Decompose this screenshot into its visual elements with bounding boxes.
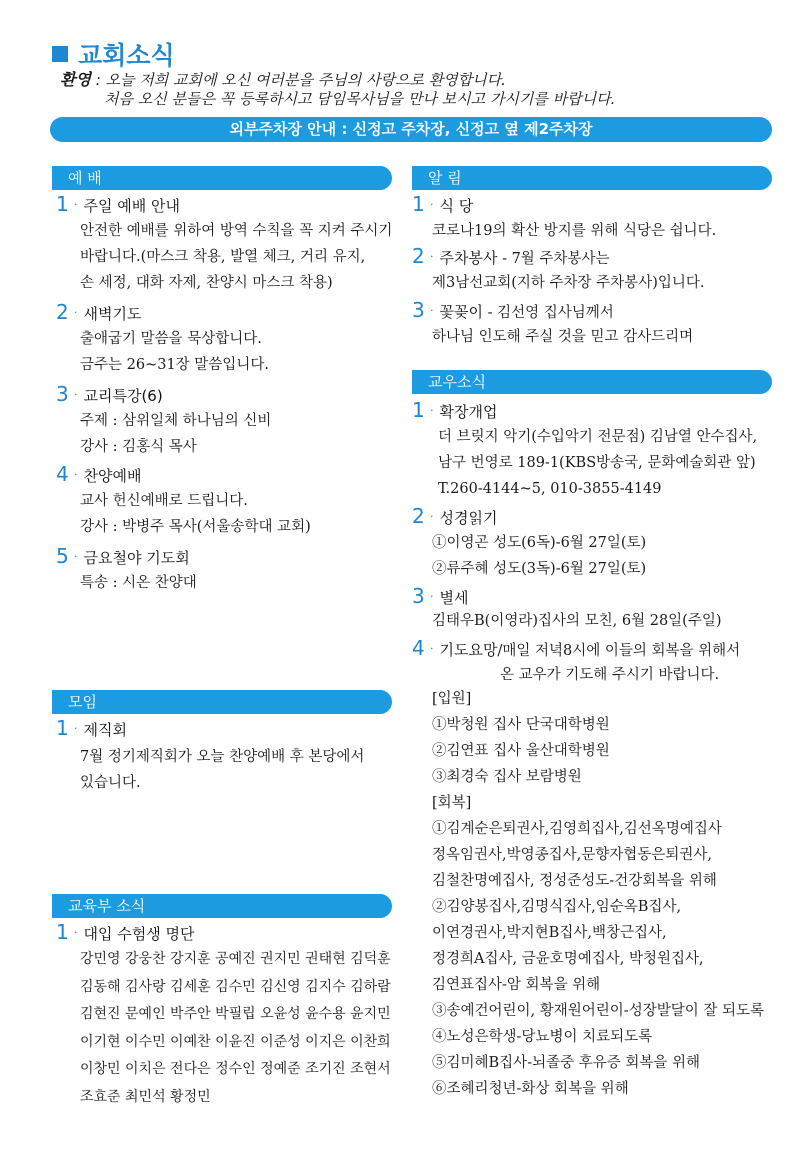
worship-item-2-body: 출애굽기 말씀을 묵상합니다. 금주는 26~31장 말씀입니다. — [80, 331, 269, 373]
admitted-label: [입원] — [432, 691, 472, 707]
welcome-message: 환영 : 오늘 저희 교회에 오신 여러분을 주님의 사랑으로 환영합니다. 처음 오신 분들은 꼭 등록하시고 담임목사님을 만나 보시고 가시기를 바랍니다. — [60, 70, 616, 108]
worship-item-1: 1 · 주일 예배 안내 — [56, 192, 180, 216]
members-item-3-body: 김태우B(이영라)집사의 모친, 6월 28일(주일) — [432, 613, 722, 629]
meeting-item-1-body: 7월 정기제직회가 오늘 찬양예배 후 본당에서 있습니다. — [80, 749, 365, 791]
notice-item-2-body: 제3남선교회(지하 주차장 주차봉사)입니다. — [432, 275, 705, 291]
worship-item-5-body: 특송 : 시온 찬양대 — [80, 575, 197, 591]
worship-item-4: 4 · 찬양예배 — [56, 462, 142, 486]
parking-banner: 외부주차장 안내 : 신정고 주차장, 신정고 옆 제2주차장 — [50, 117, 772, 142]
members-item-4-body: 온 교우가 기도해 주시기 바랍니다. — [500, 667, 720, 683]
worship-item-4-body: 교사 헌신예배로 드립니다. 강사 : 박병주 목사(서울송학대 교회) — [80, 493, 311, 535]
admitted-list: [입원] ①박청원 집사 단국대학병원 ②김연표 집사 울산대학병원 ③최경숙 집사 보람병원 [회복] ①김계순은퇴권사,김영희집사,김선옥명예집사 정옥임권사,박영종집사,문향자협동은퇴권사, 김철찬명예집사, 정성준성도-건강회복을 위해 ②김양봉집사,김명식집사,임순옥B집사, 이연경권사,박지현B집사,백창근집사, 정경희A집사, 금윤호명예집사, 박청원집사, 김연표집사-암 회복을 위해 ③송예건어린이, 황재원어린이-성장발달이 잘 되도록 ④노성은학생-당뇨병이 치료되도록 ⑤김미혜B집사-뇌졸중 후유증 회복을 위해 ⑥조혜리청년-화상 회복을 위해 — [432, 686, 764, 1102]
section-header-notice: 알 림 — [412, 166, 772, 190]
members-item-2: 2 · 성경읽기 — [412, 504, 498, 528]
notice-item-2: 2 · 주차봉사 - 7월 주차봉사는 — [412, 244, 610, 268]
welcome-label: 환영 — [60, 70, 91, 89]
worship-item-2: 2 · 새벽기도 — [56, 300, 142, 324]
worship-item-3-body: 주제 : 삼위일체 하나님의 신비 강사 : 김홍식 목사 — [80, 413, 272, 455]
section-header-meeting: 모임 — [52, 690, 392, 714]
notice-item-1-body: 코로나19의 확산 방지를 위해 식당은 쉽니다. — [432, 223, 717, 239]
notice-item-3: 3 · 꽃꽂이 - 김선영 집사님께서 — [412, 298, 614, 322]
members-item-3: 3 · 별세 — [412, 584, 469, 608]
education-item-1: 1 · 대입 수험생 명단 — [56, 920, 195, 944]
worship-item-3: 3 · 교리특강(6) — [56, 382, 163, 406]
page-title: 교회소식 — [52, 36, 175, 72]
notice-item-3-body: 하나님 인도해 주실 것을 믿고 감사드리며 — [432, 329, 694, 345]
members-item-1: 1 · 확장개업 — [412, 398, 498, 422]
square-bullet-icon — [52, 46, 68, 62]
section-header-members: 교우소식 — [412, 370, 772, 394]
education-item-1-body: 강민영 강웅찬 강지훈 공예진 권지민 권태현 김덕훈 김동해 김사랑 김세훈 김수민 김신영 김지수 김하람 김현진 문예인 박주안 박필립 오윤성 윤수용 윤지민 이기현 이수민 이예찬 이윤진 이준성 이지은 이찬희 이창민 이치은 전다은 정수인 정예준 조기진 조현서 조효준 최민석 황정민 — [80, 951, 391, 1105]
section-header-education: 교육부 소식 — [52, 894, 392, 918]
meeting-item-1: 1 · 제직회 — [56, 716, 127, 740]
notice-item-1: 1 · 식 당 — [412, 192, 474, 216]
members-item-4: 4 · 기도요망/매일 저녁8시에 이들의 회복을 위해서 — [412, 636, 741, 660]
section-header-worship: 예 배 — [52, 166, 392, 190]
members-item-1-body: 더 브릿지 악기(수입악기 전문점) 김남열 안수집사, 남구 번영로 189-1(KBS방송국, 문화예술회관 앞) T.260-4144~5, 010-3855-4149 — [438, 429, 758, 497]
recovery-label: [회복] — [432, 795, 472, 811]
members-item-2-body: ①이영곤 성도(6독)-6월 27일(토) ②류주혜 성도(3독)-6월 27일(토) — [432, 535, 647, 577]
worship-item-1-body: 안전한 예배를 위하여 방역 수칙을 꼭 지켜 주시기 바랍니다.(마스크 착용, 발열 체크, 거리 유지, 손 세정, 대화 자제, 찬양시 마스크 착용) — [80, 223, 393, 291]
worship-item-5: 5 · 금요철야 기도회 — [56, 544, 190, 568]
